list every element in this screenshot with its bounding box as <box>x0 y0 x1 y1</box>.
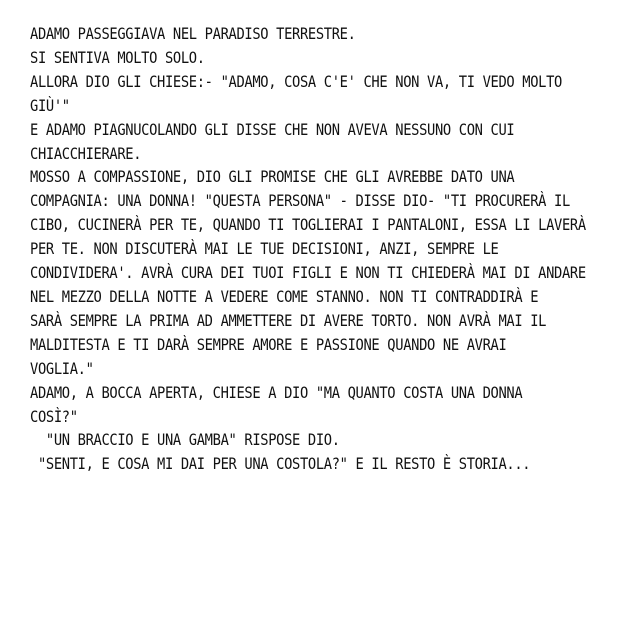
story-line: COSÌ?" <box>30 406 78 426</box>
story-line: VOGLIA." <box>30 358 94 378</box>
story-line: MOSSO A COMPASSIONE, DIO GLI PROMISE CHE GLI AVREBBE DATO UNA <box>30 167 515 187</box>
story-line: ADAMO, A BOCCA APERTA, CHIESE A DIO "MA QUANTO COSTA UNA DONNA <box>30 382 523 402</box>
story-line: E ADAMO PIAGNUCOLANDO GLI DISSE CHE NON AVEVA NESSUNO CON CUI <box>30 119 515 139</box>
story-line: ALLORA DIO GLI CHIESE:- "ADAMO, COSA C'E' CHE NON VA, TI VEDO MOLTO <box>30 71 563 91</box>
story-line: CONDIVIDERA'. AVRÀ CURA DEI TUOI FIGLI E NON TI CHIEDERÀ MAI DI ANDARE <box>30 263 586 283</box>
story-line: CHIACCHIERARE. <box>30 143 142 163</box>
story-line: "UN BRACCIO E UNA GAMBA" RISPOSE DIO. <box>30 430 340 450</box>
story-line: "SENTI, E COSA MI DAI PER UNA COSTOLA?" E IL RESTO È STORIA... <box>30 454 531 474</box>
story-text <box>30 22 605 476</box>
story-line: COMPAGNIA: UNA DONNA! "QUESTA PERSONA" - DISSE DIO- "TI PROCURERÀ IL <box>30 191 570 211</box>
story-line: CIBO, CUCINERÀ PER TE, QUANDO TI TOGLIERAI I PANTALONI, ESSA LI LAVERÀ <box>30 215 586 235</box>
story-line: PER TE. NON DISCUTERÀ MAI LE TUE DECISIONI, ANZI, SEMPRE LE <box>30 239 499 259</box>
story-line: GIÙ'" <box>30 95 70 115</box>
story-line: NEL MEZZO DELLA NOTTE A VEDERE COME STANNO. NON TI CONTRADDIRÀ E <box>30 286 539 306</box>
story-line: ADAMO PASSEGGIAVA NEL PARADISO TERRESTRE. <box>30 24 356 43</box>
story-line: MALDITESTA E TI DARÀ SEMPRE AMORE E PASSIONE QUANDO NE AVRAI <box>30 334 507 354</box>
story-line: SARÀ SEMPRE LA PRIMA AD AMMETTERE DI AVERE TORTO. NON AVRÀ MAI IL <box>30 310 547 330</box>
story-line: SI SENTIVA MOLTO SOLO. <box>30 47 205 67</box>
